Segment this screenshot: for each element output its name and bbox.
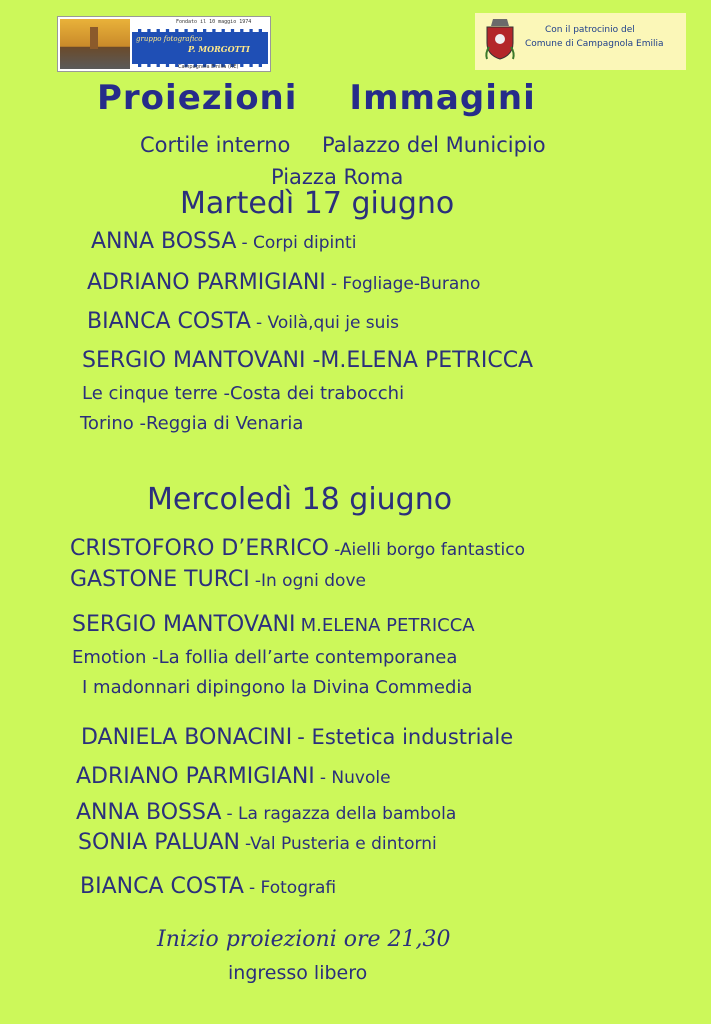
work-title: - Corpi dipinti (241, 233, 357, 253)
list-item (72, 612, 475, 637)
photo-group-logo (57, 16, 271, 72)
list-item (91, 229, 356, 254)
list-item (87, 270, 480, 295)
list-item (87, 309, 399, 334)
location-palazzo: Palazzo del Municipio (322, 133, 546, 157)
work-title: Emotion -La follia dell’arte contemporanea (72, 647, 458, 668)
photographer-name: ANNA BOSSA (76, 800, 222, 825)
photographer-name: CRISTOFORO D’ERRICO (70, 536, 329, 561)
work-title: - Estetica industriale (297, 725, 514, 749)
day-2-heading: Mercoledì 18 giugno (147, 482, 453, 517)
logo-name-text: P. MORGOTTI (188, 44, 250, 54)
photographer-name: SERGIO MANTOVANI (72, 612, 296, 637)
photographer-name: DANIELA BONACINI (81, 725, 293, 750)
coat-of-arms-icon (483, 17, 517, 61)
photographer-name: SERGIO MANTOVANI -M.ELENA PETRICCA (82, 348, 534, 373)
patronage-badge (475, 13, 686, 70)
photographer-name: GASTONE TURCI (70, 567, 250, 592)
work-title: -Val Pusteria e dintorni (245, 834, 437, 854)
photographer-name: SONIA PALUAN (78, 830, 240, 855)
patronage-line-2: Comune di Campagnola Emilia (525, 39, 664, 49)
day-1-heading: Martedì 17 giugno (180, 186, 455, 221)
list-item (80, 874, 336, 899)
location-piazza: Piazza Roma (271, 165, 404, 189)
logo-group-text: gruppo fotografico (136, 35, 203, 43)
photographer-name: ADRIANO PARMIGIANI (87, 270, 326, 295)
photographer-name: BIANCA COSTA (80, 874, 244, 899)
work-title: M.ELENA PETRICCA (300, 615, 475, 636)
logo-founded-text: Fondato il 10 maggio 1974 (176, 19, 252, 25)
work-title: - Fotografi (249, 878, 337, 898)
screening-start-time: Inizio proiezioni ore 21,30 (157, 927, 451, 952)
work-title: -In ogni dove (254, 571, 366, 591)
list-item (81, 725, 513, 750)
work-title: Torino -Reggia di Venaria (80, 413, 304, 434)
work-title: - La ragazza della bambola (226, 804, 457, 824)
logo-photo (60, 19, 130, 69)
logo-city-text: Campagnola Emilia (RE) (178, 64, 239, 70)
work-title: - Fogliage-Burano (330, 274, 481, 294)
work-title: -Aielli borgo fantastico (334, 540, 525, 560)
list-item (76, 764, 391, 789)
page-title (97, 78, 536, 118)
list-item (70, 536, 525, 561)
location-courtyard: Cortile interno (140, 133, 291, 157)
work-title: - Nuvole (319, 768, 391, 788)
photographer-name: BIANCA COSTA (87, 309, 251, 334)
list-item (82, 348, 533, 373)
work-title: I madonnari dipingono la Divina Commedia (82, 677, 473, 698)
work-title: Le cinque terre -Costa dei trabocchi (82, 383, 405, 404)
patronage-line-1: Con il patrocinio del (545, 25, 635, 35)
title-part-1: Proiezioni (97, 78, 298, 118)
work-title: - Voilà,qui je suis (256, 313, 400, 333)
list-item (70, 567, 366, 592)
photographer-name: ADRIANO PARMIGIANI (76, 764, 315, 789)
photographer-name: ANNA BOSSA (91, 229, 237, 254)
title-part-2: Immagini (349, 78, 536, 118)
list-item (78, 830, 437, 855)
free-entry-note: ingresso libero (228, 962, 368, 984)
list-item (76, 800, 456, 825)
